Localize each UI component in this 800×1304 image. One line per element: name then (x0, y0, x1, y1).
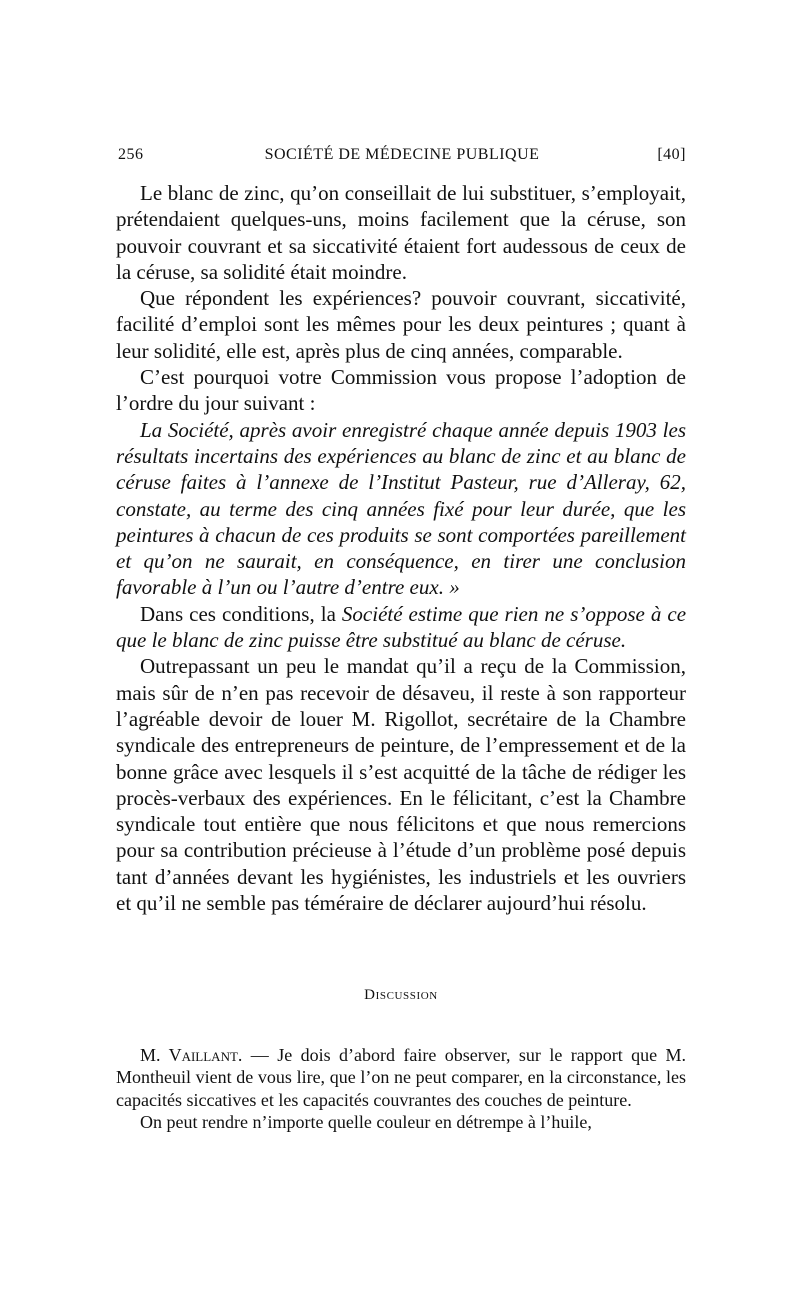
running-title: SOCIÉTÉ DE MÉDECINE PUBLIQUE (264, 146, 540, 163)
discussion-paragraph-1-text: — Je dois d’abord faire observer, sur le rapport que M. Montheuil vient de vous lire, que l’on ne peut comparer, en la circonstance, les capacités siccatives et les capacités couvrantes des couches de peinture. (116, 1045, 686, 1110)
page-number: 256 (118, 146, 144, 163)
conditions-italic: Société estime que rien ne s’oppose à ce que le blanc de zinc puisse être substitué au blanc de céruse. (116, 601, 687, 653)
paragraph-order-of-day: La Société, après avoir enregistré chaque année depuis 1903 les résultats incertains des expériences au blanc de zinc et au blanc de céruse faites à l’annexe de l’Institut Pasteur, rue d’Alleray, 62, constate, au terme des cinq années fixé pour leur durée, que les peintures à chacun de ces produits se sont comportées pareillement et qu’on ne saurait, en conséquence, en tirer une conclusion favorable à l’un ou l’autre d’entre eux. » (116, 417, 686, 600)
discussion-paragraph-2: On peut rendre n’importe quelle couleur en détrempe à l’huile, (140, 1112, 592, 1133)
section-mark: [40] (657, 146, 686, 163)
paragraph-zinc-white: Le blanc de zinc, qu’on conseillait de lui substituer, s’employait, prétendaient quelques-uns, moins facilement que la céruse, son pouvoir couvrant et sa siccativité étaient fort audessous de ceux de la céruse, sa solidité était moindre. (116, 181, 686, 284)
paragraph-acknowledgement: Outrepassant un peu le mandat qu’il a reçu de la Commission, mais sûr de n’en pas recevoir de désaveu, il reste à son rapporteur l’agréable devoir de louer M. Rigollot, secrétaire de la Chambre syndicale des entrepreneurs de peinture, de l’empressement et de la bonne grâce avec lesquels il s’est acquitté de la tâche de rédiger les procès-verbaux des expériences. En le félicitant, c’est la Chambre syndicale tout entière que nous félicitons et que nous remercions pour sa contribution précieuse à l’étude d’un problème posé depuis tant d’années devant les hygiénistes, les industriels et les ouvriers et qu’il ne semble pas téméraire de déclarer aujourd’hui résolu. (116, 654, 686, 916)
running-head (118, 146, 686, 172)
paragraph-commission: C’est pourquoi votre Commission vous propose l’adoption de l’ordre du jour suivant : (116, 365, 686, 416)
paragraph-experiments: Que répondent les expériences? pouvoir couvrant, siccativité, facilité d’emploi sont les mêmes pour les deux peintures ; quant à leur solidité, elle est, après plus de cinq années, comparable. (116, 286, 686, 363)
discussion-paragraph-1 (116, 1044, 686, 1111)
main-text (116, 180, 686, 916)
discussion-heading: Discussion (364, 987, 438, 1003)
speaker-name: M. Vaillant. (140, 1045, 243, 1065)
paragraph-conditions (116, 601, 686, 654)
conditions-lead: Dans ces conditions, la (140, 601, 336, 626)
discussion-text (116, 1044, 686, 1134)
